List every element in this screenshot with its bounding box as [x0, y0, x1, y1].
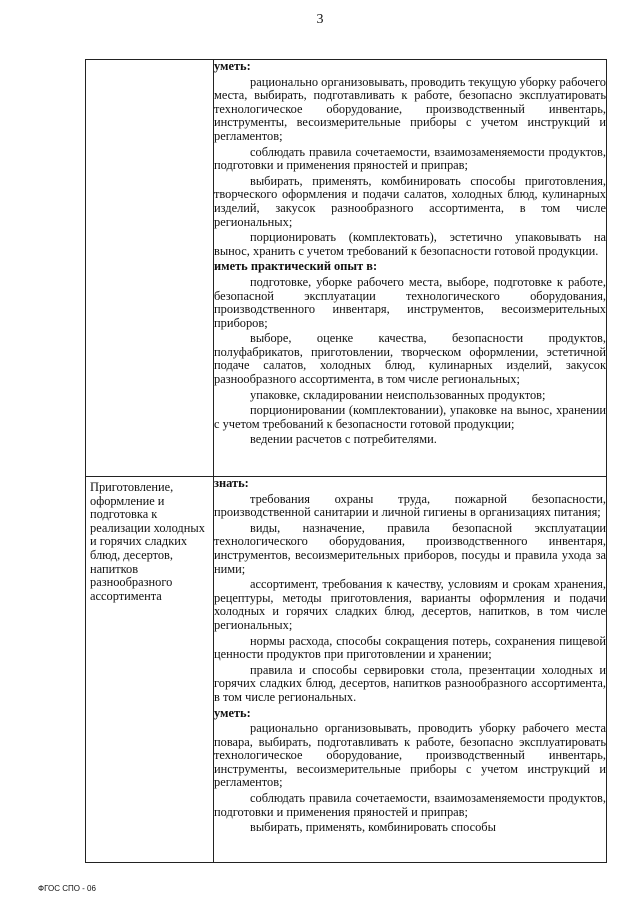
table-row [86, 477, 607, 863]
competency-title: Приготовление, оформление и подготовка к реализации холодных и горячих сладких блюд, десертов, напитков разнообразного ассортимента [90, 480, 205, 603]
requirement-item: порционировать (комплектовать), эстетично упаковывать на вынос, хранить с учетом требований к безопасности готовой продукции. [214, 230, 606, 258]
requirement-item: выбирать, применять, комбинировать способы приготовления, творческого оформления и подачи салатов, холодных блюд, кулинарных изделий, закусок разнообразного ассортимента, в том числе региональных; [214, 173, 606, 229]
section-heading: уметь: [214, 705, 251, 720]
requirement-item: подготовке, уборке рабочего места, выборе, подготовке к работе, безопасной эксплуатации технологического оборудования, производственного инвентаря, инструментов, весоизмерительных приборов; [214, 274, 606, 330]
competency-cell [86, 60, 214, 477]
page-number: 3 [316, 12, 324, 27]
footer-label: ФГОС СПО - 06 [38, 884, 96, 893]
requirement-item: ведении расчетов с потребителями. [250, 432, 437, 447]
requirements-cell [214, 60, 607, 477]
requirement-item: рационально организовывать, проводить уборку рабочего места повара, выбирать, подготавливать к работе, безопасно эксплуатировать технологическое оборудование, производственный инвентарь, инструменты, весоизмерительные приборы с учетом инструкций и регламентов; [214, 721, 606, 790]
requirement-item: упаковке, складировании неиспользованных продуктов; [250, 387, 546, 402]
requirement-item: соблюдать правила сочетаемости, взаимозаменяемости продуктов, подготовки и применения пряностей и приправ; [214, 144, 606, 173]
standard-table [85, 59, 607, 863]
requirement-item: требования охраны труда, пожарной безопасности, производственной санитарии и личной гигиены в организациях питания; [214, 491, 606, 520]
requirements-cell [214, 477, 607, 863]
requirement-item: виды, назначение, правила безопасной эксплуатации технологического оборудования, производственного инвентаря, инструментов, весоизмерительных приборов, посуды и правила ухода за ними; [214, 520, 606, 576]
requirement-item: порционировании (комплектовании), упаковке на вынос, хранении с учетом требований к безопасности готовой продукции; [214, 403, 606, 431]
requirement-item: соблюдать правила сочетаемости, взаимозаменяемости продуктов, подготовки и применения пряностей и приправ; [214, 791, 606, 819]
requirement-item: нормы расхода, способы сокращения потерь, сохранения пищевой ценности продуктов при приготовлении и хранении; [214, 633, 606, 662]
section-heading: знать: [214, 476, 249, 490]
section-heading: иметь практический опыт в: [214, 259, 378, 274]
requirement-item: рационально организовывать, проводить текущую уборку рабочего места, выбирать, подготавливать к работе, безопасно эксплуатировать технологическое оборудование, производственный инвентарь, инструменты, весоизмерительные приборы с учетом инструкций и регламентов; [214, 74, 606, 143]
section-heading: уметь: [214, 59, 251, 73]
requirement-item: выбирать, применять, комбинировать способы [250, 820, 496, 835]
table-row [86, 60, 607, 477]
requirement-item: правила и способы сервировки стола, презентации холодных и горячих сладких блюд, десертов, напитков разнообразного ассортимента, в том числе региональных. [214, 662, 606, 704]
requirement-item: ассортимент, требования к качеству, условиям и срокам хранения, рецептуры, методы приготовления, варианты оформления и подачи холодных и горячих сладких блюд, десертов, напитков, в том числе региональных; [214, 577, 606, 632]
requirement-item: выборе, оценке качества, безопасности продуктов, полуфабрикатов, приготовлении, творческом оформлении, эстетичной подаче салатов, холодных блюд, кулинарных изделий, закусок разнообразного ассортимента, в том числе региональных; [214, 331, 606, 387]
competency-cell [86, 477, 214, 863]
competency-title [86, 60, 213, 64]
